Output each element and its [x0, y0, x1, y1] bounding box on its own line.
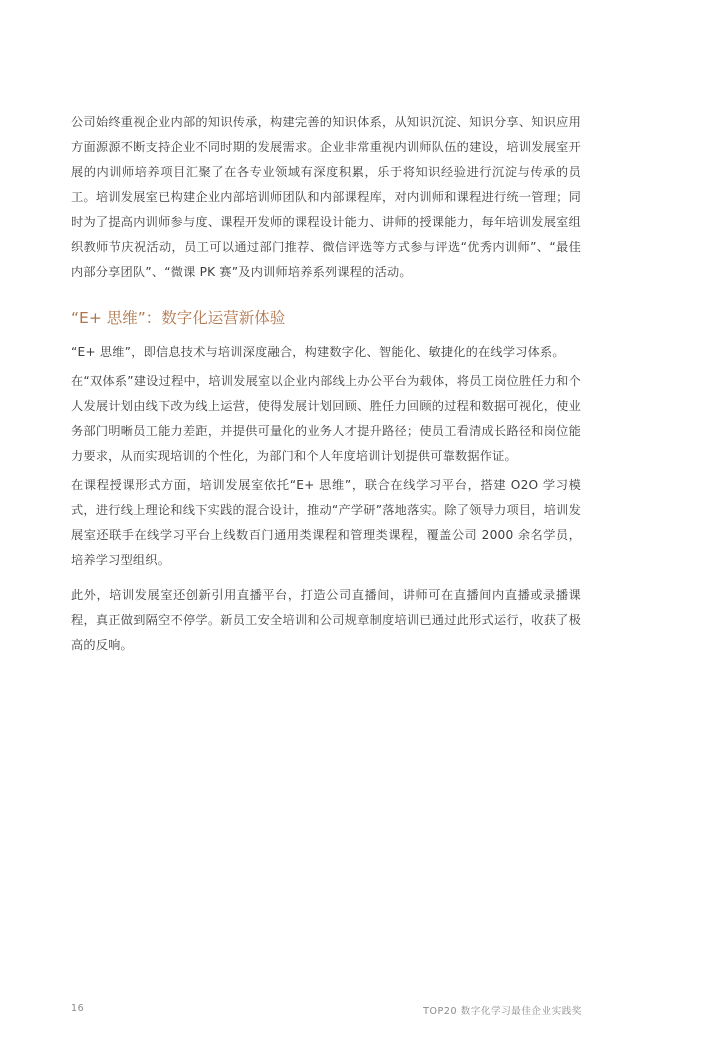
section-paragraph-definition: “E+ 思维”，即信息技术与培训深度融合，构建数字化、智能化、敏捷化的在线学习体系。	[71, 345, 565, 359]
intro-paragraph: 公司始终重视企业内部的知识传承，构建完善的知识体系，从知识沉淀、知识分享、知识应用方面源源不断支持企业不同时期的发展需求。企业非常重视内训师队伍的建设，培训发展室开展的内训师培养项目汇聚了在各专业领域有深度积累，乐于将知识经验进行沉淀与传承的员工。培训发展室已构建企业内部培训师团队和内部课程库，对内训师和课程进行统一管理；同时为了提高内训师参与度、课程开发师的课程设计能力、讲师的授课能力，每年培训发展室组织教师节庆祝活动，员工可以通过部门推荐、微信评选等方式参与评选“优秀内训师”、“最佳内部分享团队”、“微课 PK 赛”及内训师培养系列课程的活动。	[71, 115, 581, 279]
section-heading: “E+ 思维”：数字化运营新体验	[71, 309, 286, 327]
section-paragraph-dual-system: 在“双体系”建设过程中，培训发展室以企业内部线上办公平台为载体，将员工岗位胜任力和个人发展计划由线下改为线上运营，使得发展计划回顾、胜任力回顾的过程和数据可视化，使业务部门明晰员工能力差距，并提供可量化的业务人才提升路径；使员工看清成长路径和岗位能力要求，从而实现培训的个性化，为部门和个人年度培训计划提供可靠数据作证。	[71, 374, 581, 463]
section-paragraph-live-streaming: 此外，培训发展室还创新引用直播平台，打造公司直播间，讲师可在直播间内直播或录播课程，真正做到隔空不停学。新员工安全培训和公司规章制度培训已通过此形式运行，收获了极高的反响。	[71, 588, 581, 652]
section-body	[71, 340, 581, 662]
page-number: 16	[71, 1003, 85, 1014]
document-title: TOP20 数字化学习最佳企业实践奖	[423, 1006, 582, 1017]
section-paragraph-course-format: 在课程授课形式方面，培训发展室依托“E+ 思维”，联合在线学习平台，搭建 O2O 学习模式，进行线上理论和线下实践的混合设计，推动“产学研”落地落实。除了领导力项目，培训发展室还联手在线学习平台上线数百门通用类课程和管理类课程，覆盖公司 2000 余名学员，培养学习型组织。	[71, 478, 581, 567]
page-footer	[71, 1003, 582, 1019]
section-heading-block	[71, 307, 591, 329]
intro-block	[71, 110, 581, 285]
